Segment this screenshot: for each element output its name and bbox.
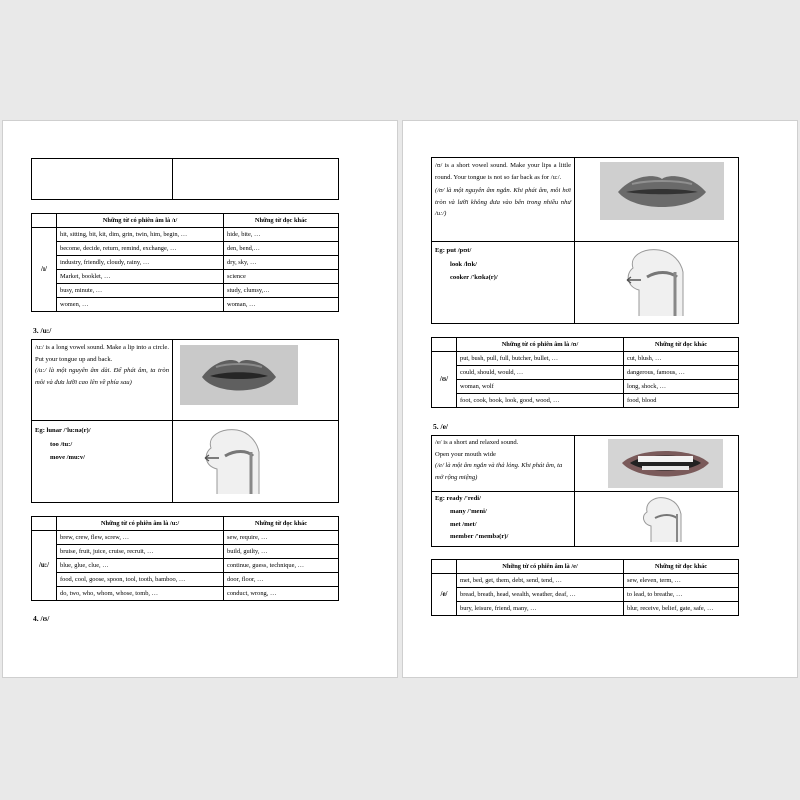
- table-header: Những từ đọc khác: [624, 338, 739, 352]
- table-cell: hit, sitting, bit, kit, dim, grin, twin, him, begin, …: [57, 228, 224, 242]
- phoneme-symbol: /u:/: [32, 531, 57, 601]
- table-cell: sew, eleven, term, …: [624, 574, 739, 588]
- table-cell: study, clumsy,…: [224, 284, 339, 298]
- vowel-e-box: [431, 435, 739, 547]
- examples: [35, 424, 91, 465]
- table-cell: woman, wolf: [457, 380, 624, 394]
- table-cell: blur, receive, belief, gate, safe, …: [624, 602, 739, 616]
- table-cell: dangerous, famous, …: [624, 366, 739, 380]
- empty-top-table: [31, 158, 339, 200]
- table-cell: food, cool, goose, spoon, tool, tooth, bamboo, …: [57, 573, 224, 587]
- examples: [435, 244, 498, 285]
- description-vi: (/e/ là một âm ngắn và thả lỏng. Khi phát âm, ta mở rộng miệng): [435, 462, 563, 481]
- open-mouth-image: [608, 439, 723, 488]
- description-en: /e/ is a short and relaxed sound.: [435, 439, 519, 446]
- table-header: Những từ có phiên âm là /ʊ/: [457, 338, 624, 352]
- table-cell: women, …: [57, 298, 224, 312]
- description-en: /u:/ is a long vowel sound. Make a lip into a circle. Put your tongue up and back.: [35, 344, 169, 363]
- example-line: member /'membə(r)/: [450, 533, 509, 541]
- table-cell: woman, …: [224, 298, 339, 312]
- mouth-cross-section-diagram: [617, 244, 717, 320]
- table-cell: brew, crew, flew, screw, …: [57, 531, 224, 545]
- vowel-u-long-table: [31, 516, 339, 601]
- vowel-e-table: [431, 559, 739, 616]
- open-mouth-illustration: [608, 439, 723, 488]
- table-cell: cut, blush, …: [624, 352, 739, 366]
- table-cell: Market, booklet, …: [57, 270, 224, 284]
- table-header: Những từ có phiên âm là /u:/: [57, 517, 224, 531]
- vowel-u-long-box: [31, 339, 339, 503]
- example-line: met /met/: [450, 520, 477, 528]
- description-en: /ʊ/ is a short vowel sound. Make your lips a little round. Your tongue is not so far back as for /u:/.: [435, 162, 571, 181]
- table-cell: den, bend,…: [224, 242, 339, 256]
- description: [35, 342, 169, 388]
- example-line: Eg: lunar /'lu:nə(r)/: [35, 427, 91, 434]
- rounded-lips-image: [180, 345, 298, 405]
- table-cell: do, two, who, whom, whose, tomb, …: [57, 587, 224, 601]
- phoneme-symbol: /e/: [432, 574, 457, 616]
- table-cell: bread, breath, head, wealth, weather, deaf, …: [457, 588, 624, 602]
- document-page-right: [402, 120, 798, 678]
- table-cell: door, floor, …: [224, 573, 339, 587]
- table-cell: conduct, wrong, …: [224, 587, 339, 601]
- box-divider: [32, 420, 338, 421]
- empty-table-divider: [172, 159, 173, 199]
- section-heading: 5. /e/: [433, 422, 448, 431]
- table-cell: dry, sky, …: [224, 256, 339, 270]
- table-cell: put, bush, pull, full, butcher, bullet, …: [457, 352, 624, 366]
- document-page-left: [2, 120, 398, 678]
- description-vi: (/ʊ/ là một nguyên âm ngắn. Khi phát âm, môi hơi tròn và lưỡi không đưa vào bên trong nhiều như /u:/): [435, 187, 571, 217]
- mouth-cross-section-diagram: [637, 494, 697, 544]
- table-cell: become, decide, return, remind, exchange, …: [57, 242, 224, 256]
- table-cell: bury, leisure, friend, many, …: [457, 602, 624, 616]
- table-corner: [32, 214, 57, 228]
- table-corner: [432, 338, 457, 352]
- example-line: move /mu:v/: [50, 454, 85, 461]
- examples: [435, 493, 508, 544]
- lips-illustration: [600, 162, 724, 220]
- table-cell: foot, cook, book, look, good, wood, …: [457, 394, 624, 408]
- table-cell: food, blood: [624, 394, 739, 408]
- table-cell: bruise, fruit, juice, cruise, recruit, …: [57, 545, 224, 559]
- example-line: cooker /'kʊkə(r)/: [450, 274, 498, 281]
- table-cell: science: [224, 270, 339, 284]
- box-divider: [432, 491, 738, 492]
- description-vi: (/u:/ là một nguyên âm dài. Để phát âm, ta tròn môi và đưa lưỡi cao lên về phía sau): [35, 367, 169, 386]
- table-cell: busy, minute, …: [57, 284, 224, 298]
- section-heading: 3. /u:/: [33, 326, 52, 335]
- phoneme-symbol: /ɪ/: [32, 228, 57, 312]
- table-header: Những từ có phiên âm là /e/: [457, 560, 624, 574]
- table-cell: industry, friendly, cloudy, rainy, …: [57, 256, 224, 270]
- table-corner: [32, 517, 57, 531]
- description-en: Open your mouth wide: [435, 450, 496, 458]
- table-header: Những từ có phiên âm là /ɪ/: [57, 214, 224, 228]
- vowel-u-short-table: [431, 337, 739, 408]
- example-line: look /lʊk/: [450, 260, 477, 268]
- mouth-cross-section-diagram: [197, 424, 292, 500]
- box-divider: [432, 241, 738, 242]
- example-line: Eg: put /pʊt/: [435, 247, 472, 254]
- example-line: Eg: ready /'redi/: [435, 495, 481, 502]
- vowel-u-short-box: [431, 157, 739, 324]
- table-cell: met, bed, get, them, debt, send, tend, …: [457, 574, 624, 588]
- table-header: Những từ đọc khác: [224, 517, 339, 531]
- description: [435, 160, 571, 220]
- phoneme-symbol: /ʊ/: [432, 352, 457, 408]
- table-cell: sew, require, …: [224, 531, 339, 545]
- table-header: Những từ đọc khác: [624, 560, 739, 574]
- box-divider: [172, 340, 173, 502]
- table-corner: [432, 560, 457, 574]
- table-cell: long, shock, …: [624, 380, 739, 394]
- table-cell: hide, bite, …: [224, 228, 339, 242]
- table-cell: to lead, to breathe, …: [624, 588, 739, 602]
- vowel-i-table: [31, 213, 339, 312]
- section-heading: 4. /ʊ/: [33, 614, 50, 623]
- table-cell: blue, glue, clue, …: [57, 559, 224, 573]
- rounded-lips-image: [600, 162, 724, 220]
- description: [435, 437, 571, 483]
- table-cell: build, guilty, …: [224, 545, 339, 559]
- example-line: too /tu:/: [50, 440, 73, 448]
- lips-illustration: [180, 345, 298, 405]
- example-line: many /'meni/: [450, 507, 487, 515]
- table-cell: continue, guess, technique, …: [224, 559, 339, 573]
- table-header: Những từ đọc khác: [224, 214, 339, 228]
- table-cell: could, should, would, …: [457, 366, 624, 380]
